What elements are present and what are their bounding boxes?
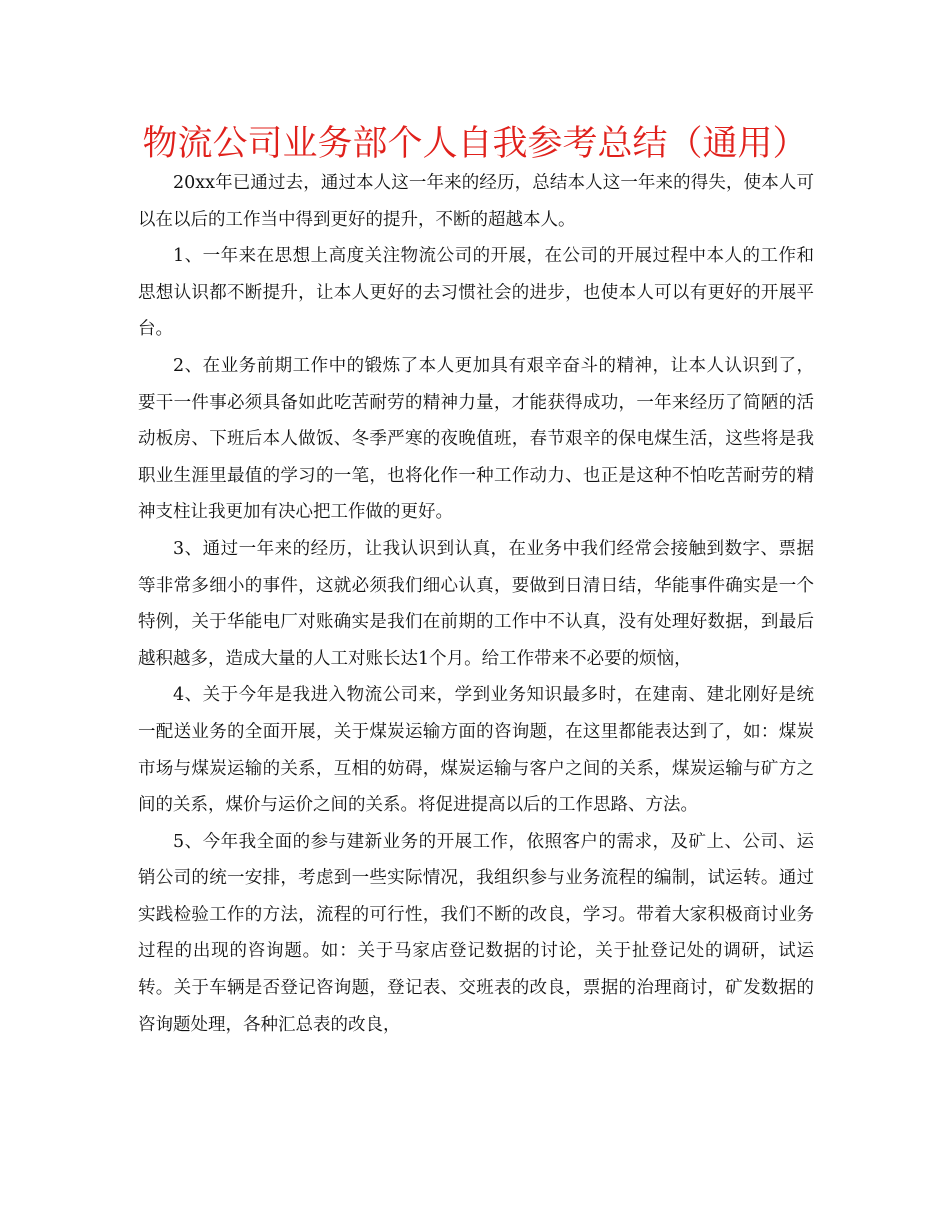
paragraph-1: 1、一年来在思想上高度关注物流公司的开展，在公司的开展过程中本人的工作和思想认识都不断提升，让本人更好的去习惯社会的进步，也使本人可以有更好的开展平台。 [138, 246, 814, 340]
paragraph-5: 5、今年我全面的参与建新业务的开展工作，依照客户的需求，及矿上、公司、运销公司的统一安排，考虑到一些实际情况，我组织参与业务流程的编制，试运转。通过实践检验工作的方法，流程的可行性，我们不断的改良，学习。带着大家积极商讨业务过程的出现的咨询题。如：关于马家店登记数据的讨论，关于扯登记处的调研，试运转。关于车辆是否登记咨询题，登记表、交班表的改良，票据的治理商讨，矿发数据的咨询题处理，各种汇总表的改良， [138, 831, 814, 1035]
document-body [138, 165, 814, 1043]
paragraph-intro: 20xx年已通过去，通过本人这一年来的经历，总结本人这一年来的得失，使本人可以在以后的工作当中得到更好的提升，不断的超越本人。 [138, 173, 814, 230]
paragraph-2: 2、在业务前期工作中的锻炼了本人更加具有艰辛奋斗的精神，让本人认识到了，要干一件事必须具备如此吃苦耐劳的精神力量，才能获得成功，一年来经历了简陋的活动板房、下班后本人做饭、冬季严寒的夜晚值班，春节艰辛的保电煤生活，这些将是我职业生涯里最值的学习的一笔，也将化作一种工作动力、也正是这种不怕吃苦耐劳的精神支柱让我更加有决心把工作做的更好。 [138, 355, 814, 523]
document-title: 物流公司业务部个人自我参考总结（通用） [142, 124, 808, 164]
paragraph-3: 3、通过一年来的经历，让我认识到认真，在业务中我们经常会接触到数字、票据等非常多细小的事件，这就必须我们细心认真，要做到日清日结，华能事件确实是一个特例，关于华能电厂对账确实是我们在前期的工作中不认真，没有处理好数据，到最后越积越多，造成大量的人工对账长达1个月。给工作带来不必要的烦恼， [138, 538, 814, 669]
paragraph-4: 4、关于今年是我进入物流公司来，学到业务知识最多时，在建南、建北刚好是统一配送业务的全面开展，关于煤炭运输方面的咨询题，在这里都能表达到了，如：煤炭市场与煤炭运输的关系，互相的妨碍，煤炭运输与客户之间的关系，煤炭运输与矿方之间的关系，煤价与运价之间的关系。将促进提高以后的工作思路、方法。 [138, 685, 814, 816]
